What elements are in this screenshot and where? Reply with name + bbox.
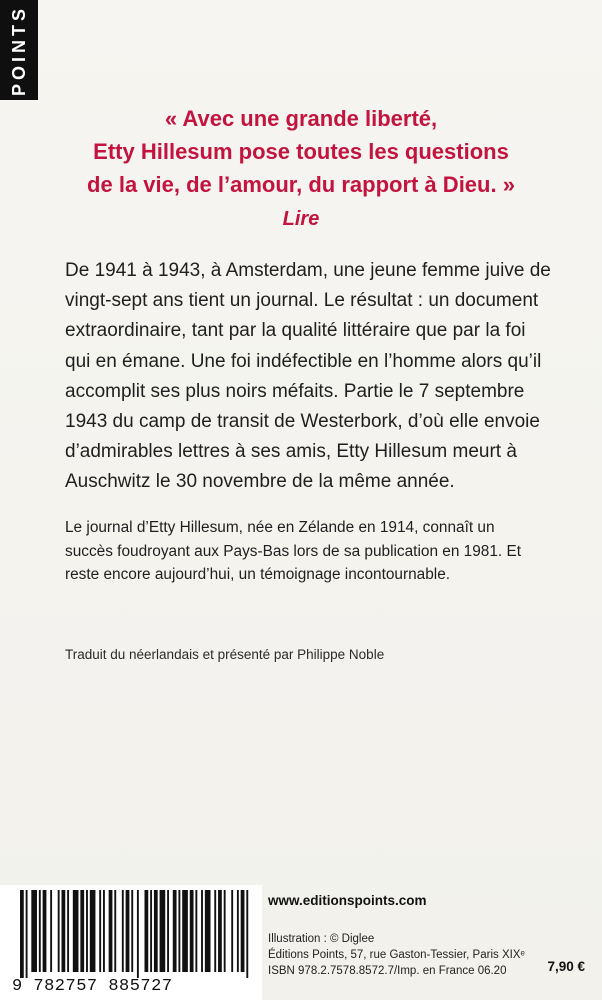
barcode-bar bbox=[103, 890, 105, 972]
brand-logo-text: POINTS bbox=[8, 4, 29, 96]
description-line: 1943 du camp de transit de Westerbork, d’où elle envoie bbox=[65, 411, 540, 433]
barcode-bar bbox=[50, 890, 52, 972]
barcode-bar bbox=[39, 890, 41, 972]
publisher-website: www.editionspoints.com bbox=[268, 893, 427, 908]
barcode-bar bbox=[144, 890, 148, 972]
imprint-line: Éditions Points, 57, rue Gaston-Tessier, Paris XIXᵉ bbox=[268, 949, 525, 961]
barcode-bar bbox=[237, 890, 239, 972]
quote-line: de la vie, de l’amour, du rapport à Dieu. » bbox=[87, 172, 515, 197]
barcode-bar bbox=[122, 890, 124, 972]
quote-line: « Avec une grande liberté, bbox=[164, 106, 438, 131]
book-context bbox=[65, 516, 545, 587]
description-line: De 1941 à 1943, à Amsterdam, une jeune femme juive de bbox=[65, 260, 551, 281]
barcode-bar bbox=[126, 890, 130, 972]
description-line: d’admirables lettres à ses amis, Etty Hillesum meurt à bbox=[65, 441, 517, 463]
press-quote bbox=[0, 102, 602, 236]
barcode-bar bbox=[73, 890, 79, 972]
barcode-bar bbox=[80, 890, 84, 972]
barcode-bar bbox=[195, 890, 197, 972]
barcode-bar bbox=[131, 890, 133, 972]
description-line: accomplit ses plus noirs méfaits. Partie le 7 septembre bbox=[65, 380, 525, 402]
barcode-bar bbox=[218, 890, 222, 972]
barcode-bar bbox=[58, 890, 60, 972]
context-line: reste encore aujourd’hui, un témoignage incontournable. bbox=[65, 566, 451, 583]
barcode-bar bbox=[86, 890, 88, 972]
context-line: succès foudroyant aux Pays-Bas lors de sa publication en 1981. Et bbox=[65, 542, 522, 560]
description-line: Auschwitz le 30 novembre de la même année. bbox=[65, 471, 455, 493]
barcode-bar bbox=[109, 890, 113, 972]
barcode-bar bbox=[214, 890, 216, 972]
book-description bbox=[65, 256, 551, 498]
barcode-bar bbox=[114, 890, 116, 972]
description-line: extraordinaire, tant par la qualité littéraire que par la foi bbox=[65, 320, 526, 342]
isbn-barcode-box bbox=[0, 885, 262, 1000]
barcode-bar bbox=[231, 890, 233, 972]
barcode-bar bbox=[201, 890, 203, 972]
imprint-line: ISBN 978.2.7578.8572.7/Imp. en France 06.20 bbox=[268, 965, 507, 977]
barcode-bar bbox=[190, 890, 194, 972]
barcode-bar bbox=[67, 890, 69, 972]
barcode-bar bbox=[241, 890, 245, 972]
barcode-bar bbox=[167, 890, 169, 972]
barcode-bar bbox=[99, 890, 101, 972]
barcode-digits: 9 782757 885727 bbox=[12, 977, 173, 996]
barcode-bar bbox=[182, 890, 188, 972]
barcode-bar bbox=[62, 890, 66, 972]
barcode-bar bbox=[154, 890, 158, 972]
barcode-graphic bbox=[20, 890, 252, 978]
barcode-bar bbox=[43, 890, 47, 972]
quote-source: Lire bbox=[282, 208, 320, 230]
points-logo-strip bbox=[0, 0, 38, 100]
barcode-bar bbox=[20, 890, 24, 978]
context-line: Le journal d’Etty Hillesum, née en Zélande en 1914, connaît un bbox=[65, 519, 495, 536]
translation-credit: Traduit du néerlandais et présenté par Philippe Noble bbox=[65, 647, 385, 662]
barcode-bar bbox=[224, 890, 226, 972]
price-label: 7,90 € bbox=[547, 959, 585, 974]
barcode-bar bbox=[178, 890, 180, 972]
quote-line: Etty Hillesum pose toutes les questions bbox=[93, 139, 509, 164]
barcode-bar bbox=[90, 890, 96, 972]
description-line: vingt-sept ans tient un journal. Le résultat : un document bbox=[65, 290, 539, 312]
barcode-bar bbox=[246, 890, 248, 978]
barcode-bar bbox=[173, 890, 177, 972]
barcode-bar bbox=[137, 890, 139, 978]
barcode-bar bbox=[31, 890, 37, 972]
description-line: qui en émane. Une foi indéfectible en l’homme alors qu’il bbox=[65, 350, 542, 372]
barcode-bar bbox=[160, 890, 166, 972]
barcode-bar bbox=[26, 890, 28, 978]
barcode-bar bbox=[205, 890, 211, 972]
barcode-bar bbox=[150, 890, 152, 972]
imprint-line: Illustration : © Diglee bbox=[268, 933, 375, 945]
imprint-block bbox=[268, 931, 525, 979]
